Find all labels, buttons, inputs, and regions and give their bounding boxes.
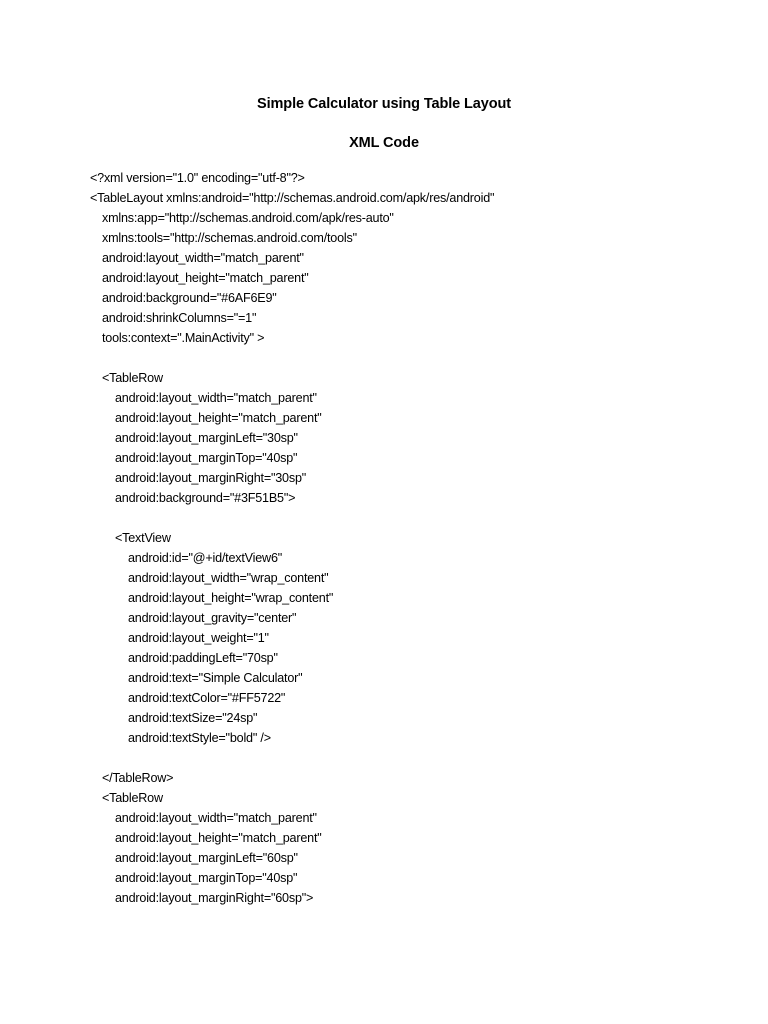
code-line: [90, 748, 730, 768]
code-line: <?xml version="1.0" encoding="utf-8"?>: [90, 171, 305, 185]
code-line: android:paddingLeft="70sp": [128, 651, 278, 665]
code-line: android:shrinkColumns="=1": [102, 311, 257, 325]
code-line: android:textSize="24sp": [128, 711, 258, 725]
code-line: android:layout_marginTop="40sp": [115, 451, 298, 465]
document-title: Simple Calculator using Table Layout: [257, 96, 511, 112]
code-line: android:layout_width="match_parent": [115, 391, 317, 405]
code-line: xmlns:tools="http://schemas.android.com/tools": [102, 231, 357, 245]
code-line: android:layout_marginLeft="60sp": [115, 851, 298, 865]
code-line: xmlns:app="http://schemas.android.com/apk/res-auto": [102, 211, 394, 225]
code-line: <TableRow: [102, 791, 163, 805]
code-line: android:textColor="#FF5722": [128, 691, 286, 705]
code-line: android:layout_marginRight="30sp": [115, 471, 307, 485]
code-line: android:text="Simple Calculator": [128, 671, 303, 685]
code-line: android:background="#6AF6E9": [102, 291, 277, 305]
code-line: android:background="#3F51B5">: [115, 491, 296, 505]
code-line: android:layout_height="wrap_content": [128, 591, 334, 605]
code-line: android:layout_weight="1": [128, 631, 269, 645]
code-line: android:textStyle="bold" />: [128, 731, 271, 745]
code-line: android:layout_height="match_parent": [115, 831, 322, 845]
code-line: android:layout_width="match_parent": [102, 251, 304, 265]
code-line: android:layout_height="match_parent": [102, 271, 309, 285]
code-line: android:id="@+id/textView6": [128, 551, 283, 565]
code-line: <TableRow: [102, 371, 163, 385]
code-line: android:layout_marginLeft="30sp": [115, 431, 298, 445]
code-line: <TableLayout xmlns:android="http://schemas.android.com/apk/res/android": [90, 191, 495, 205]
code-line: android:layout_marginTop="40sp": [115, 871, 298, 885]
code-line: <TextView: [115, 531, 171, 545]
code-line: android:layout_height="match_parent": [115, 411, 322, 425]
code-line: [90, 508, 730, 528]
code-line: tools:context=".MainActivity" >: [102, 331, 265, 345]
code-line: android:layout_width="wrap_content": [128, 571, 329, 585]
xml-code-block: [90, 168, 730, 908]
code-line: android:layout_width="match_parent": [115, 811, 317, 825]
code-line: </TableRow>: [102, 771, 174, 785]
code-line: [90, 348, 730, 368]
document-subtitle: XML Code: [349, 135, 419, 151]
code-line: android:layout_marginRight="60sp">: [115, 891, 314, 905]
code-line: android:layout_gravity="center": [128, 611, 297, 625]
